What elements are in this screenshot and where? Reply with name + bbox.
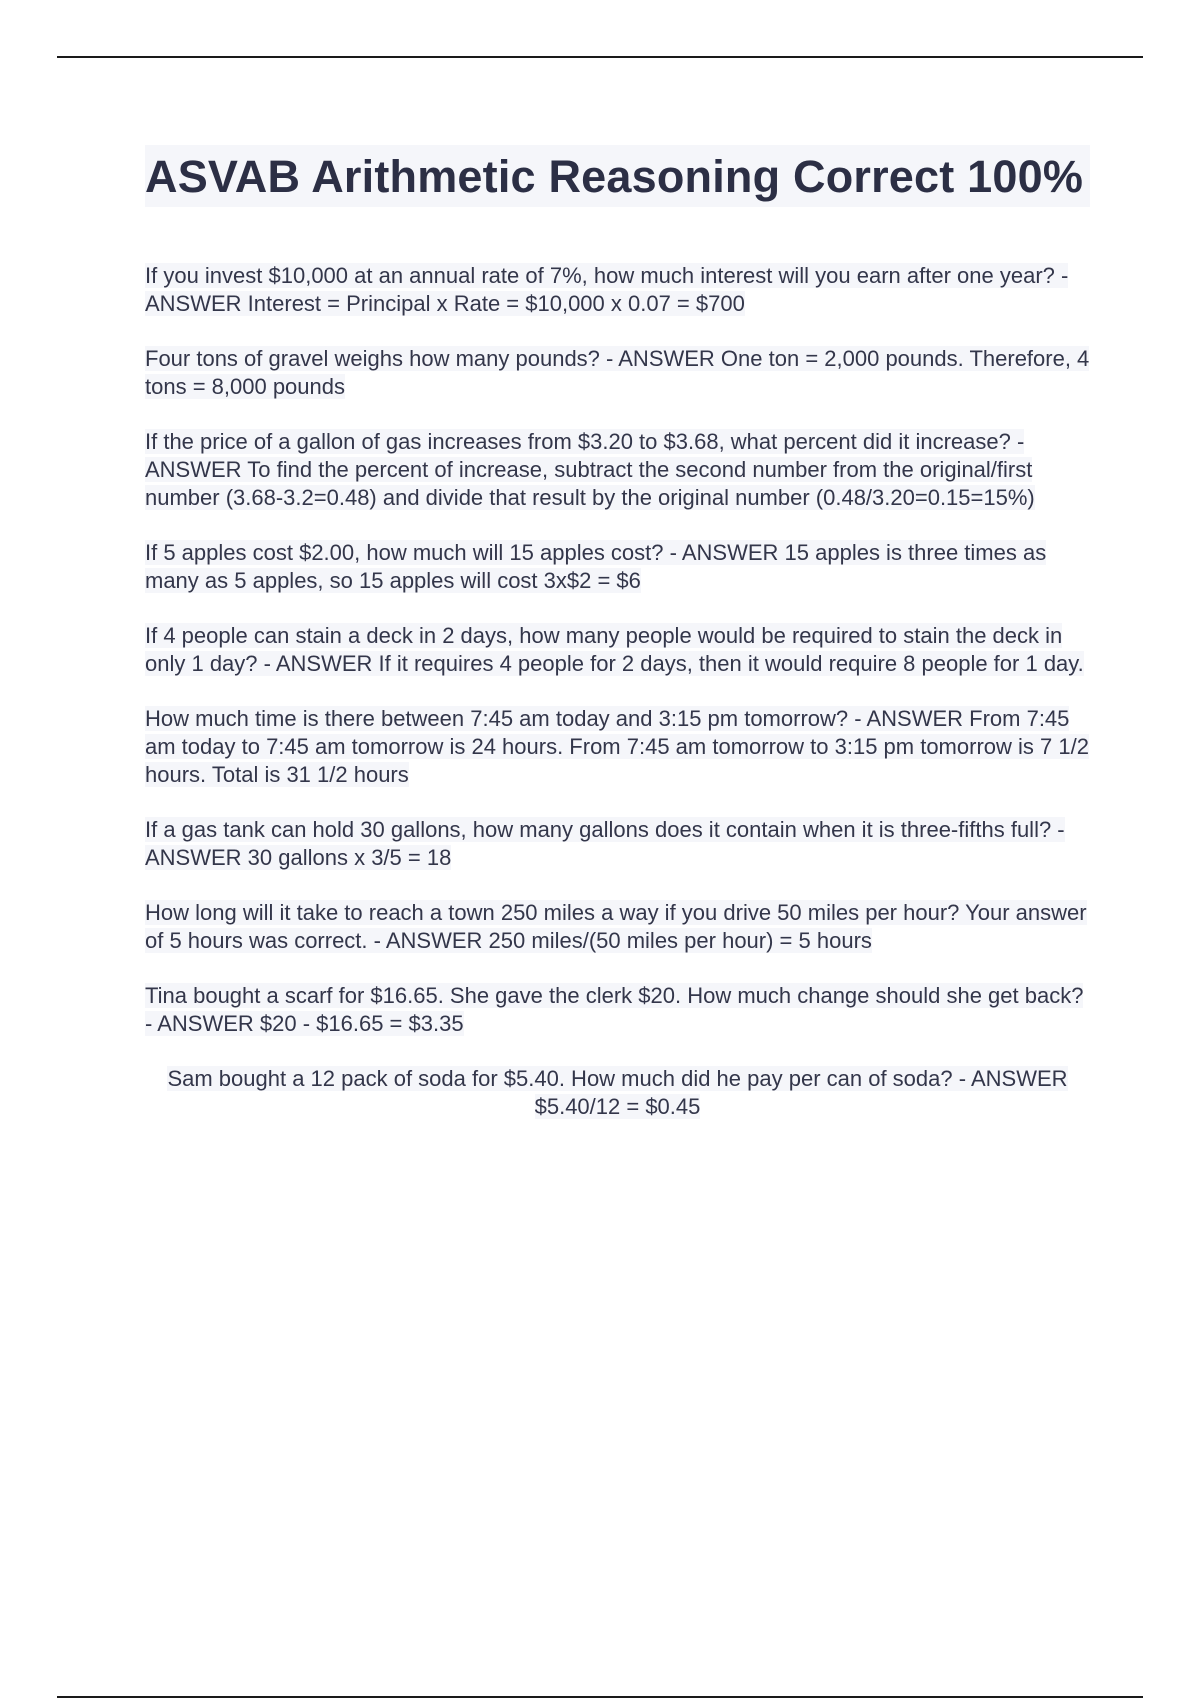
bottom-rule [57, 1696, 1143, 1698]
qa-item [145, 622, 1090, 678]
qa-item [145, 539, 1090, 595]
title-block [145, 145, 1090, 207]
qa-text: Sam bought a 12 pack of soda for $5.40. How much did he pay per can of soda? - ANSWER $5.40/12 = $0.45 [167, 1066, 1068, 1119]
qa-item [145, 899, 1090, 955]
qa-text: If a gas tank can hold 30 gallons, how many gallons does it contain when it is three-fifths full? - ANSWER 30 gallons x 3/5 = 18 [145, 817, 1065, 870]
qa-item [145, 1065, 1090, 1121]
document-title: ASVAB Arithmetic Reasoning Correct 100% [145, 151, 1084, 202]
qa-item [145, 816, 1090, 872]
qa-text: How long will it take to reach a town 250 miles a way if you drive 50 miles per hour? Your answer of 5 hours was correct. - ANSWER 250 miles/(50 miles per hour) = 5 hours [145, 900, 1087, 953]
qa-text: If 5 apples cost $2.00, how much will 15 apples cost? - ANSWER 15 apples is three times as many as 5 apples, so 15 apples will cost 3x$2 = $6 [145, 540, 1047, 593]
top-rule [57, 56, 1143, 58]
qa-text: Four tons of gravel weighs how many pounds? - ANSWER One ton = 2,000 pounds. Therefore, 4 tons = 8,000 pounds [145, 346, 1090, 399]
qa-text: If 4 people can stain a deck in 2 days, how many people would be required to stain the deck in only 1 day? - ANSWER If it requires 4 people for 2 days, then it would require 8 people for 1 day. [145, 623, 1084, 676]
document-body [145, 145, 1090, 1148]
qa-text: If you invest $10,000 at an annual rate of 7%, how much interest will you earn after one year? - ANSWER Interest = Principal x Rate = $10,000 x 0.07 = $700 [145, 263, 1069, 316]
qa-item [145, 705, 1090, 789]
qa-text: How much time is there between 7:45 am today and 3:15 pm tomorrow? - ANSWER From 7:45 am today to 7:45 am tomorrow is 24 hours. From 7:45 am tomorrow to 3:15 pm tomorrow is 7 1/2 hours. Total is 31 1/2 hours [145, 706, 1089, 787]
qa-item [145, 345, 1090, 401]
qa-text: Tina bought a scarf for $16.65. She gave the clerk $20. How much change should she get back? - ANSWER $20 - $16.65 = $3.35 [145, 983, 1084, 1036]
qa-text: If the price of a gallon of gas increases from $3.20 to $3.68, what percent did it increase? - ANSWER To find the percent of increase, subtract the second number from the original/first number (3.68-3.2=0.48) and divide that result by the original number (0.48/3.20=0.15=15%) [145, 429, 1035, 510]
qa-item [145, 262, 1090, 318]
qa-list [145, 262, 1090, 1121]
qa-item [145, 428, 1090, 512]
qa-item [145, 982, 1090, 1038]
